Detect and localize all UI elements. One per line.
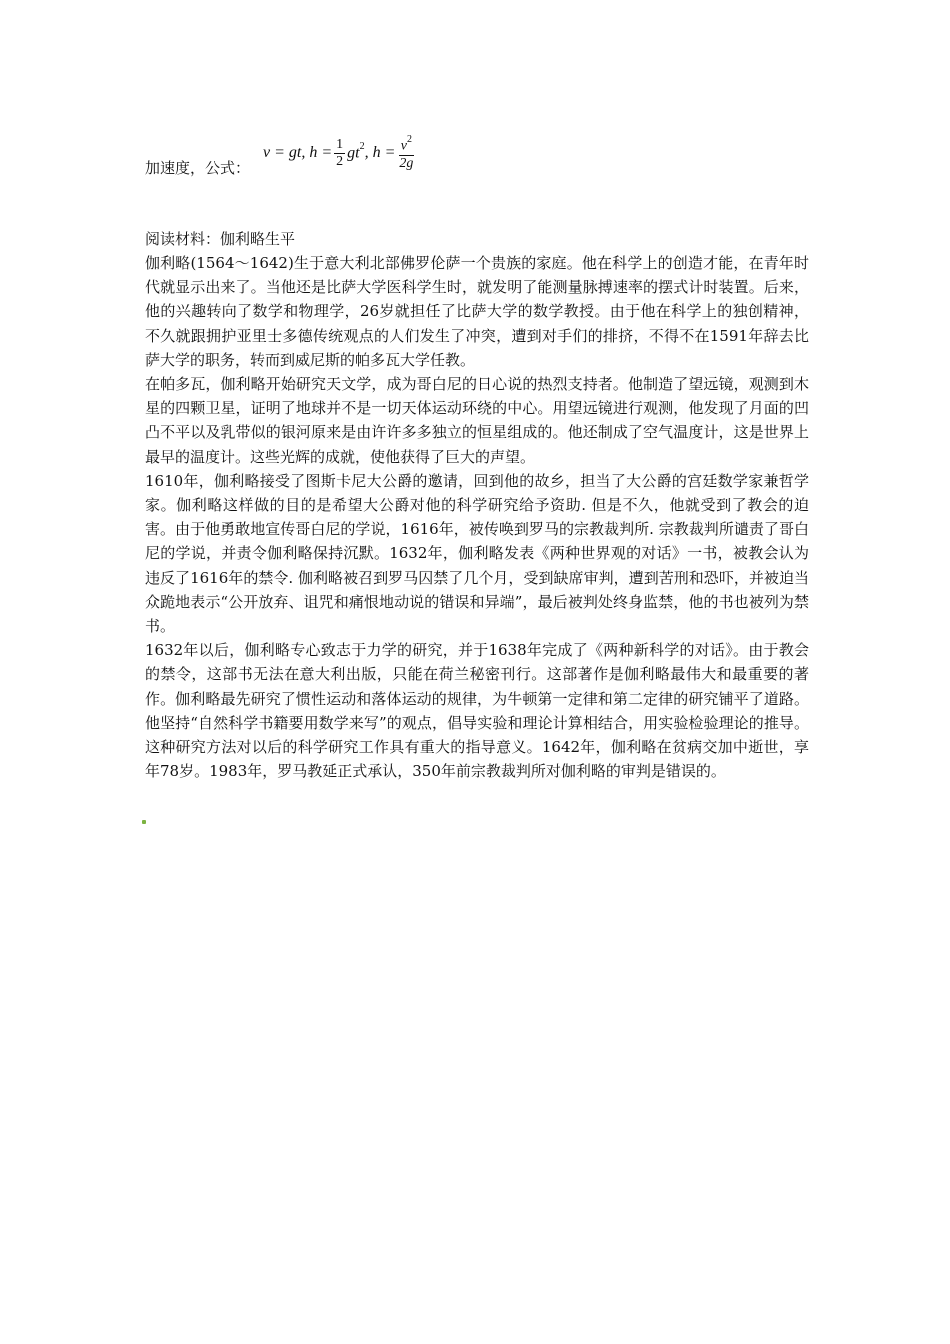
reading-material: [145, 227, 809, 783]
fraction-denominator: 2g: [399, 155, 414, 171]
paragraph-mechanics: 1632年以后，伽利略专心致志于力学的研究，并于1638年完成了《两种新科学的对话》。由于教会的禁令，这部书无法在意大利出版，只能在荷兰秘密刊行。这部著作是伽利略最伟大和最重要的著作。伽利略最先研究了惯性运动和落体运动的规律，为牛顿第一定律和第二定律的研究铺平了道路。他坚持“自然科学书籍要用数学来写”的观点，倡导实验和理论计算相结合，用实验检验理论的推导。这种研究方法对以后的科学研究工作具有重大的指导意义。1642年，伽利略在贫病交加中逝世，享年78岁。1983年，罗马教延正式承认，350年前宗教裁判所对伽利略的审判是错误的。: [145, 641, 809, 781]
kinematics-formula: [263, 128, 417, 178]
formula-gt-text: gt: [347, 144, 360, 162]
formula-power: 2: [407, 134, 412, 146]
formula-line: [145, 128, 805, 178]
formula-label: 加速度，公式：: [145, 159, 251, 177]
paragraph-end-marker: [142, 820, 146, 824]
formula-gt: [347, 143, 364, 162]
article-heading: 阅读材料：伽利略生平: [145, 230, 296, 248]
fraction-numerator-v: v: [400, 138, 407, 154]
paragraph-padua: 在帕多瓦，伽利略开始研究天文学，成为哥白尼的日心说的热烈支持者。他制造了望远镜，观测到木星的四颗卫星，证明了地球并不是一切天体运动环绕的中心。用望远镜进行观测，他发现了月面的凹凸不平以及乳带似的银河原来是由许许多多独立的恒星组成的。他还制成了空气温度计，这是世界上最早的温度计。这些光辉的成就，使他获得了巨大的声望。: [145, 375, 809, 466]
formula-fraction-v2-2g: [397, 134, 415, 172]
formula-h-eq: , h =: [364, 144, 396, 161]
fraction-numerator: 1: [336, 136, 344, 152]
formula-power: 2: [359, 141, 365, 153]
fraction-numerator: [399, 134, 414, 156]
paragraph-early-life: 伽利略(1564～1642)生于意大利北部佛罗伦萨一个贵族的家庭。他在科学上的创造才能，在青年时代就显示出来了。当他还是比萨大学医科学生时，就发明了能测量脉搏速率的摆式计时装置。后来，他的兴趣转向了数学和物理学，26岁就担任了比萨大学的数学教授。由于他在科学上的独创精神，不久就跟拥护亚里士多德传统观点的人们发生了冲突，遭到对手们的排挤，不得不在1591年辞去比萨大学的职务，转而到威尼斯的帕多瓦大学任教。: [145, 254, 809, 369]
fraction-denominator: 2: [336, 153, 344, 169]
paragraph-persecution: 1610年，伽利略接受了图斯卡尼大公爵的邀请，回到他的故乡，担当了大公爵的宫廷数学家兼哲学家。伽利略这样做的目的是希望大公爵对他的科学研究给予资助. 但是不久，他就受到了教会的迫害。由于他勇敢地宣传哥白尼的学说，1616年，被传唤到罗马的宗教裁判所. 宗教裁判所谴责了哥白尼的学说，并责令伽利略保持沉默。1632年，伽利略发表《两种世界观的对话》一书，被教会认为违反了1616年的禁令. 伽利略被召到罗马囚禁了几个月，受到缺席审判，遭到苦刑和恐吓，并被迫当众跪地表示“公开放弃、诅咒和痛恨地动说的错误和异端”，最后被判处终身监禁，他的书也被列为禁书。: [145, 471, 809, 636]
formula-fraction-half: [334, 137, 345, 170]
formula-v-eq: v = gt, h =: [263, 144, 333, 161]
